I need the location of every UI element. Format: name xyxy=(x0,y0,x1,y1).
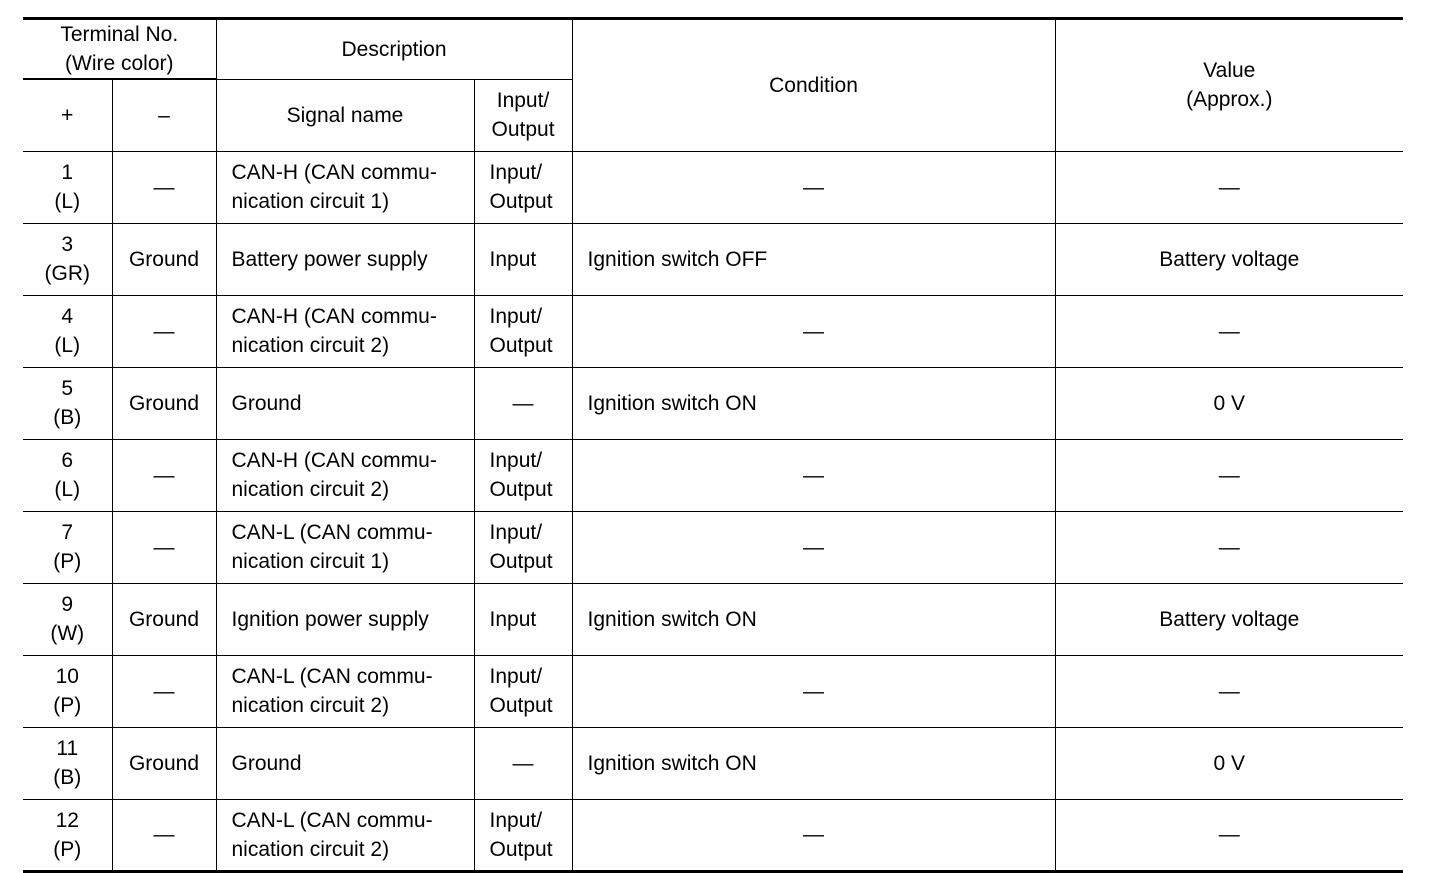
input-output-cell: Input/ Output xyxy=(474,511,572,583)
value-cell: — xyxy=(1055,655,1403,727)
table-row xyxy=(23,367,1403,439)
terminal-number-cell: 6 (L) xyxy=(23,439,112,511)
table-row xyxy=(23,223,1403,295)
terminal-number-cell: 1 (L) xyxy=(23,151,112,223)
header-condition: Condition xyxy=(572,19,1055,152)
minus-terminal-cell: Ground xyxy=(112,367,216,439)
input-output-cell: Input/ Output xyxy=(474,799,572,871)
condition-cell: — xyxy=(572,799,1055,871)
value-cell: — xyxy=(1055,151,1403,223)
condition-cell: Ignition switch ON xyxy=(572,367,1055,439)
condition-cell: — xyxy=(572,655,1055,727)
terminal-number-cell: 12 (P) xyxy=(23,799,112,871)
table-header xyxy=(23,19,1403,152)
header-value: Value (Approx.) xyxy=(1055,19,1403,152)
signal-name-cell: Ignition power supply xyxy=(216,583,474,655)
table-row xyxy=(23,583,1403,655)
terminal-number-cell: 4 (L) xyxy=(23,295,112,367)
header-plus: + xyxy=(23,79,112,151)
signal-name-cell: Ground xyxy=(216,367,474,439)
header-minus: – xyxy=(112,79,216,151)
input-output-cell: Input/ Output xyxy=(474,655,572,727)
header-signal-name: Signal name xyxy=(216,79,474,151)
signal-name-cell: CAN-L (CAN commu- nication circuit 2) xyxy=(216,655,474,727)
minus-terminal-cell: Ground xyxy=(112,727,216,799)
minus-terminal-cell: — xyxy=(112,151,216,223)
table-row xyxy=(23,511,1403,583)
input-output-cell: Input xyxy=(474,583,572,655)
condition-cell: — xyxy=(572,151,1055,223)
condition-cell: — xyxy=(572,295,1055,367)
value-cell: Battery voltage xyxy=(1055,223,1403,295)
value-cell: 0 V xyxy=(1055,367,1403,439)
terminal-number-cell: 5 (B) xyxy=(23,367,112,439)
terminal-number-cell: 7 (P) xyxy=(23,511,112,583)
value-cell: — xyxy=(1055,295,1403,367)
input-output-cell: Input/ Output xyxy=(474,295,572,367)
terminal-number-cell: 10 (P) xyxy=(23,655,112,727)
condition-cell: Ignition switch ON xyxy=(572,727,1055,799)
value-cell: — xyxy=(1055,799,1403,871)
value-cell: 0 V xyxy=(1055,727,1403,799)
minus-terminal-cell: — xyxy=(112,511,216,583)
signal-name-cell: CAN-L (CAN commu- nication circuit 2) xyxy=(216,799,474,871)
table-row xyxy=(23,295,1403,367)
table-row xyxy=(23,727,1403,799)
table-body xyxy=(23,151,1403,871)
minus-terminal-cell: Ground xyxy=(112,583,216,655)
input-output-cell: Input/ Output xyxy=(474,439,572,511)
value-cell: — xyxy=(1055,511,1403,583)
value-cell: Battery voltage xyxy=(1055,583,1403,655)
minus-terminal-cell: — xyxy=(112,799,216,871)
condition-cell: Ignition switch OFF xyxy=(572,223,1055,295)
table-row xyxy=(23,799,1403,871)
value-cell: — xyxy=(1055,439,1403,511)
condition-cell: — xyxy=(572,511,1055,583)
signal-name-cell: CAN-H (CAN commu- nication circuit 2) xyxy=(216,439,474,511)
signal-name-cell: CAN-L (CAN commu- nication circuit 1) xyxy=(216,511,474,583)
terminal-number-cell: 9 (W) xyxy=(23,583,112,655)
signal-name-cell: CAN-H (CAN commu- nication circuit 1) xyxy=(216,151,474,223)
input-output-cell: — xyxy=(474,367,572,439)
input-output-cell: — xyxy=(474,727,572,799)
table-row xyxy=(23,655,1403,727)
terminal-number-cell: 11 (B) xyxy=(23,727,112,799)
minus-terminal-cell: — xyxy=(112,295,216,367)
header-terminal-no: Terminal No. (Wire color) xyxy=(23,19,216,80)
header-description: Description xyxy=(216,19,572,80)
signal-name-cell: Battery power supply xyxy=(216,223,474,295)
minus-terminal-cell: — xyxy=(112,655,216,727)
input-output-cell: Input xyxy=(474,223,572,295)
terminal-number-cell: 3 (GR) xyxy=(23,223,112,295)
signal-name-cell: Ground xyxy=(216,727,474,799)
minus-terminal-cell: — xyxy=(112,439,216,511)
condition-cell: Ignition switch ON xyxy=(572,583,1055,655)
header-input-output: Input/ Output xyxy=(474,79,572,151)
condition-cell: — xyxy=(572,439,1055,511)
signal-name-cell: CAN-H (CAN commu- nication circuit 2) xyxy=(216,295,474,367)
table-row xyxy=(23,151,1403,223)
input-output-cell: Input/ Output xyxy=(474,151,572,223)
terminal-table xyxy=(23,17,1403,873)
minus-terminal-cell: Ground xyxy=(112,223,216,295)
table-row xyxy=(23,439,1403,511)
